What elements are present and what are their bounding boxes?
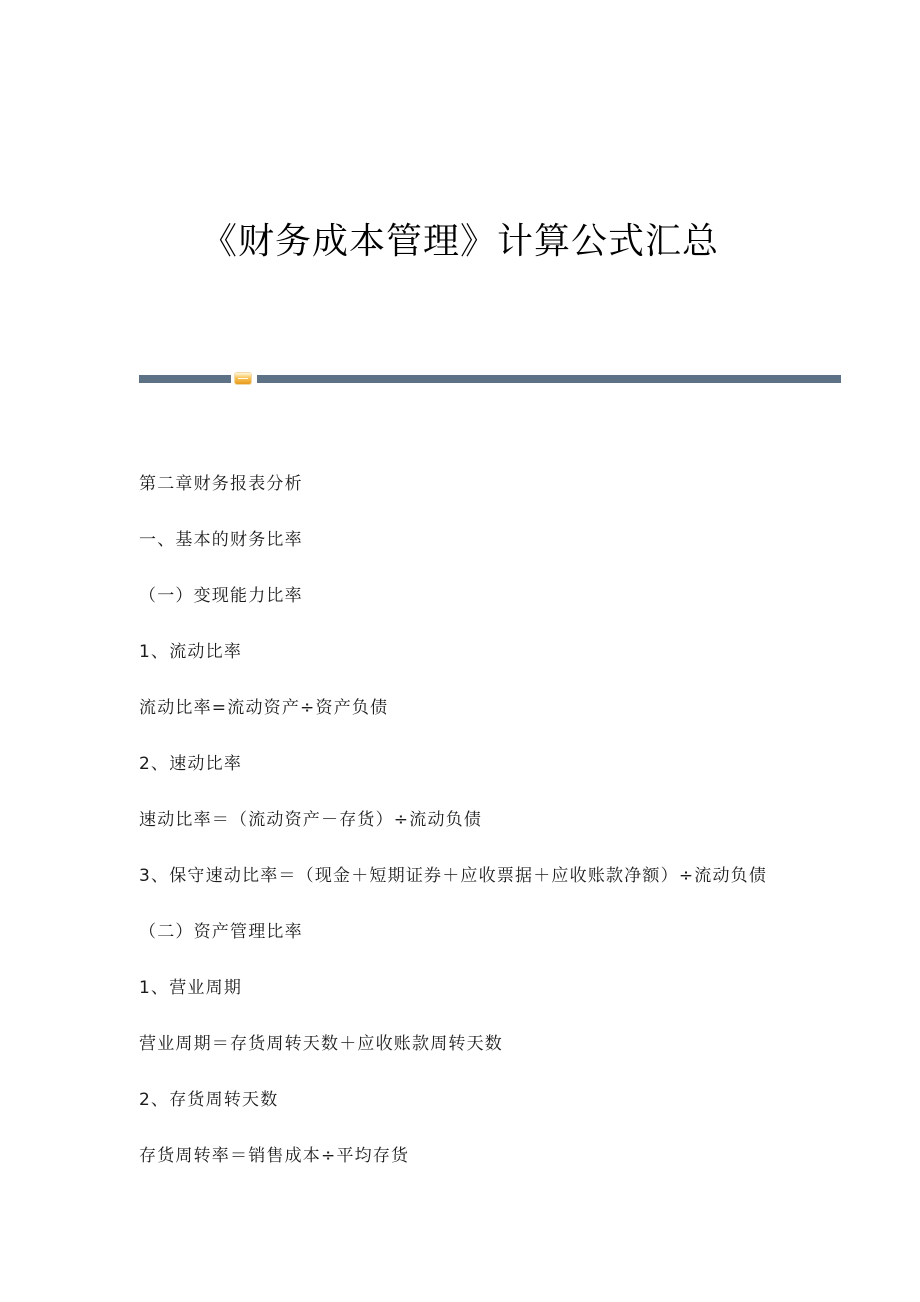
item-heading: 2、速动比率 [139,754,243,774]
chapter-heading: 第二章财务报表分析 [139,474,303,494]
item-heading: 1、流动比率 [139,642,243,662]
divider-bar-right [257,375,841,383]
formula-line: 营业周期＝存货周转天数＋应收账款周转天数 [139,1034,503,1054]
formula-line: 流动比率=流动资产÷资产负债 [139,698,389,718]
subsection-heading: （二）资产管理比率 [139,922,303,942]
section-heading: 一、基本的财务比率 [139,530,303,550]
formula-line: 速动比率＝（流动资产－存货）÷流动负债 [139,810,483,830]
formula-line: 存货周转率＝销售成本÷平均存货 [139,1146,410,1166]
document-title: 《财务成本管理》计算公式汇总 [200,221,719,262]
divider-ornament-icon [235,373,251,384]
title-divider [139,372,841,386]
subsection-heading: （一）变现能力比率 [139,586,303,606]
item-heading: 2、存货周转天数 [139,1090,279,1110]
divider-bar-left [139,375,231,383]
item-heading: 1、营业周期 [139,978,243,998]
formula-line: 3、保守速动比率＝（现金＋短期证券＋应收票据＋应收账款净额）÷流动负债 [139,866,768,886]
